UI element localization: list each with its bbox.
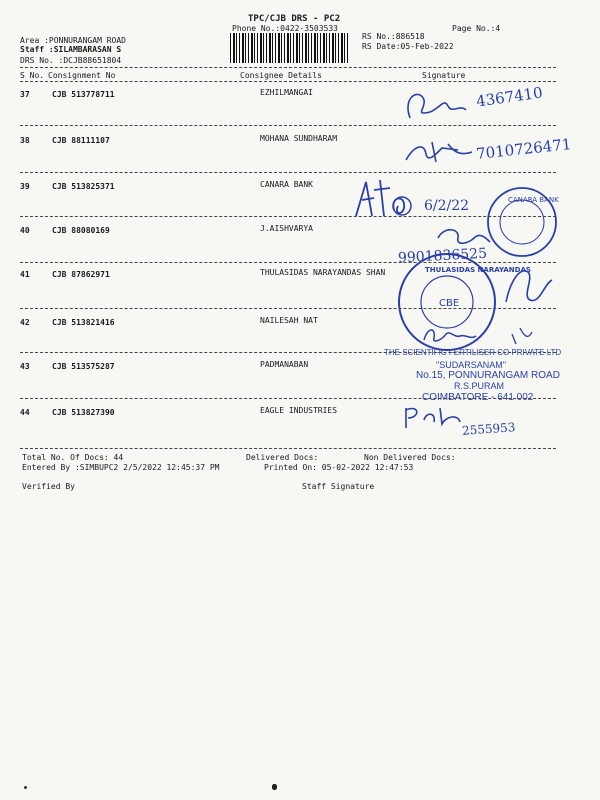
signature-41-phone: 9901836525 bbox=[397, 245, 488, 267]
entered-by: Entered By :SIMBUPC2 2/5/2022 12:45:37 PM bbox=[22, 463, 220, 472]
area-label: Area :PONNURANGAM ROAD bbox=[20, 36, 126, 45]
col-signature: Signature bbox=[422, 71, 466, 80]
row-consignment: CJB 87862971 bbox=[52, 270, 110, 279]
company-stamp-building: "SUDARSANAM" bbox=[436, 360, 506, 370]
phone-number: Phone No.:0422-3503533 bbox=[232, 24, 338, 33]
doc-title: TPC/CJB DRS - PC2 bbox=[248, 14, 341, 24]
row-consignee: EZHILMANGAI bbox=[260, 88, 313, 97]
col-sno: S No. bbox=[20, 71, 45, 80]
row-consignee: EAGLE INDUSTRIES bbox=[260, 406, 338, 415]
company-stamp-street: No.15, PONNURANGAM ROAD bbox=[416, 370, 560, 381]
canara-bank-stamp bbox=[478, 190, 568, 254]
signature-44-phone: 2555953 bbox=[461, 420, 516, 438]
staff-label: Staff :SILAMBARASAN S bbox=[20, 45, 122, 54]
row-sno: 43 bbox=[20, 362, 30, 371]
company-stamp-area: R.S.PURAM bbox=[454, 381, 505, 391]
barcode bbox=[230, 33, 350, 63]
company-stamp-name: THE SCIENTIFIC FERTILISER CO PRIVATE LTD bbox=[384, 348, 562, 357]
rs-date: RS Date:05-Feb-2022 bbox=[362, 42, 454, 51]
signature-37-number: 4367410 bbox=[475, 83, 544, 111]
row-consignment: CJB 513778711 bbox=[52, 90, 115, 99]
verified-by: Verified By bbox=[22, 482, 75, 491]
row-sno: 37 bbox=[20, 90, 30, 99]
rs-number: RS No.:886518 bbox=[362, 32, 425, 41]
row-consignee: THULASIDAS NARAYANDAS SHAN bbox=[260, 268, 386, 277]
row-consignment: CJB 88080169 bbox=[52, 226, 110, 235]
col-consignee: Consignee Details bbox=[240, 71, 322, 80]
row-sno: 38 bbox=[20, 136, 30, 145]
company-stamp-city: COIMBATORE - 641 002 bbox=[422, 392, 534, 403]
scan-speck bbox=[24, 786, 27, 789]
thulasidas-stamp-text: THULASIDAS NARAYANDAS bbox=[425, 266, 531, 274]
row-consignee: MOHANA SUNDHARAM bbox=[260, 134, 338, 143]
row-consignment: CJB 513827390 bbox=[52, 408, 115, 417]
row-divider bbox=[20, 172, 556, 173]
non-delivered-docs: Non Delivered Docs: bbox=[364, 453, 456, 462]
printed-on: Printed On: 05-02-2022 12:47:53 bbox=[264, 463, 414, 472]
row-sno: 42 bbox=[20, 318, 30, 327]
row-sno: 39 bbox=[20, 182, 30, 191]
page-number: Page No.:4 bbox=[452, 24, 501, 33]
canara-stamp-text: CANARA BANK bbox=[508, 196, 559, 204]
drs-number: DRS No. :DCJB88651804 bbox=[20, 56, 122, 65]
total-docs: Total No. Of Docs: 44 bbox=[22, 453, 124, 462]
row-consignment: CJB 513821416 bbox=[52, 318, 115, 327]
row-sno: 40 bbox=[20, 226, 30, 235]
row-divider bbox=[20, 448, 556, 449]
col-consignment: Consignment No bbox=[48, 71, 116, 80]
row-consignment: CJB 88111107 bbox=[52, 136, 110, 145]
row-divider bbox=[20, 216, 556, 217]
row-consignment: CJB 513825371 bbox=[52, 182, 115, 191]
scan-speck bbox=[272, 784, 277, 790]
row-sno: 44 bbox=[20, 408, 30, 417]
signature-39-date: 6/2/22 bbox=[424, 198, 470, 214]
header-divider-bottom bbox=[20, 81, 556, 82]
delivered-docs: Delivered Docs: bbox=[246, 453, 319, 462]
signature-38 bbox=[402, 138, 482, 168]
row-consignee: NAILESAH NAT bbox=[260, 316, 318, 325]
row-consignee: CANARA BANK bbox=[260, 180, 313, 189]
signature-38-number: 7010726471 bbox=[475, 135, 573, 163]
row-consignee: J.AISHVARYA bbox=[260, 224, 313, 233]
row-consignee: PADMANABAN bbox=[260, 360, 309, 369]
staff-signature-label: Staff Signature bbox=[302, 482, 375, 491]
row-sno: 41 bbox=[20, 270, 30, 279]
row-consignment: CJB 513575287 bbox=[52, 362, 115, 371]
header-divider-top bbox=[20, 67, 556, 68]
svg-text:CBE: CBE bbox=[439, 298, 460, 309]
